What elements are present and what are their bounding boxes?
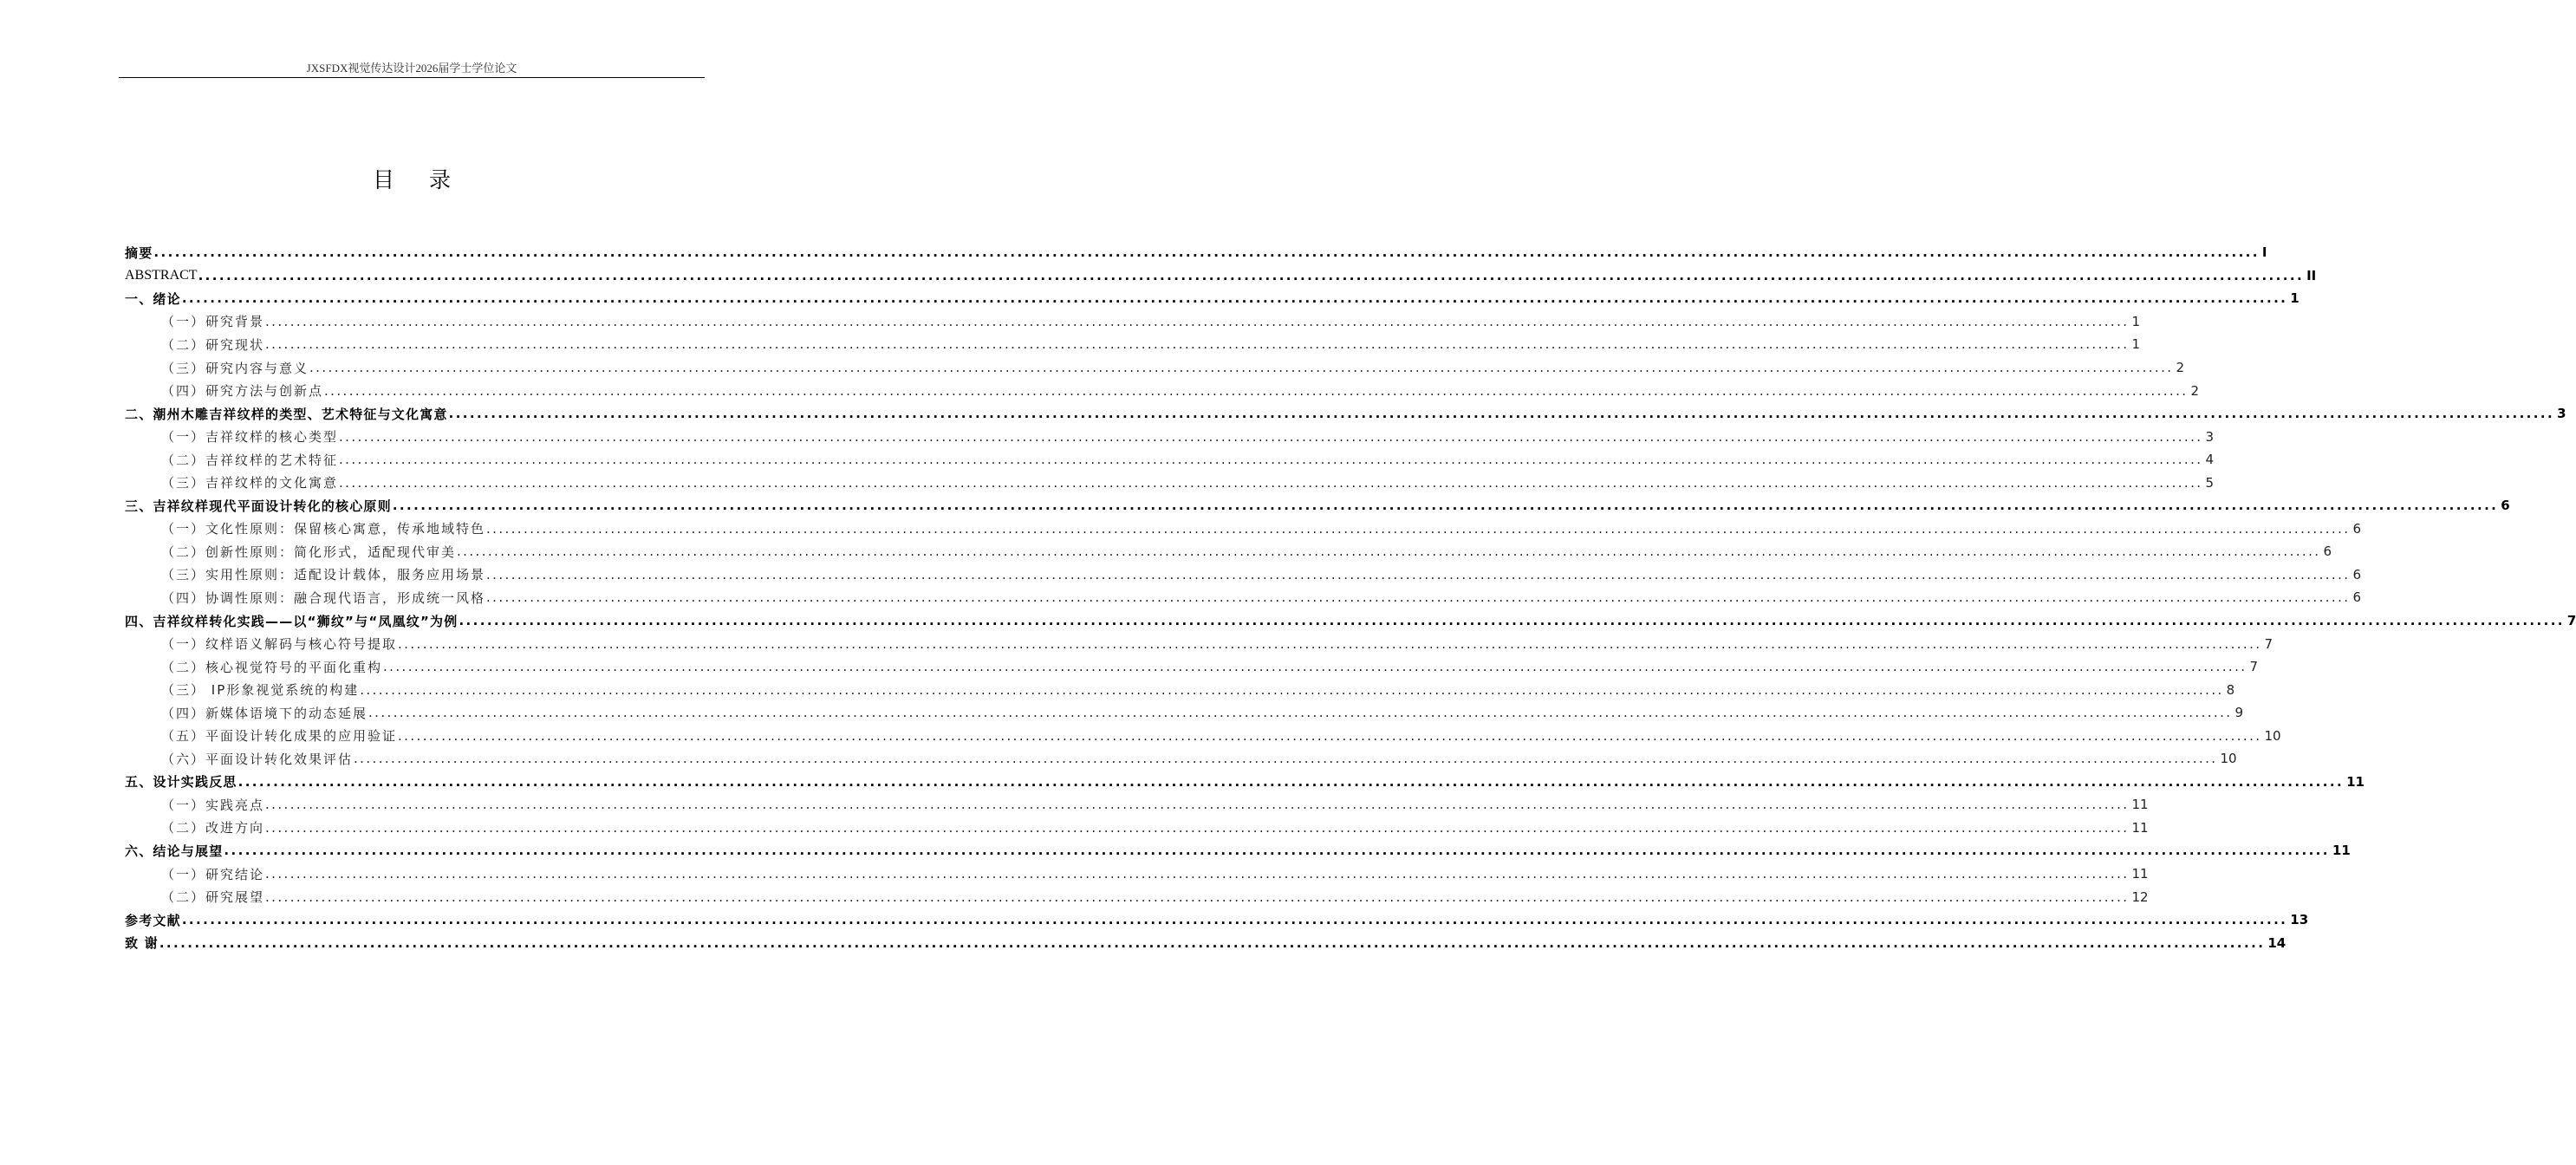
toc-entry-page: 10 [2220,751,2237,767]
page-title: 目 录 [373,167,465,192]
toc-entry-title: （二）研究展望 [161,889,265,906]
toc-leader-dots: ............................................................................................................................................................................................................................................................................................................ [198,267,2305,283]
toc-entry-page: 11 [2131,797,2149,813]
toc-entry-title: （一）吉祥纹样的核心类型 [161,429,339,446]
toc-entry[interactable] [125,264,2317,288]
toc-leader-dots: ............................................................................................................................................................................................................................................................................................................ [224,843,2330,859]
toc-leader-dots: ............................................................................................................................................................................................................................................................................................................ [486,589,2351,606]
toc-entry[interactable] [125,586,2361,609]
toc-entry-title: 一、绪论 [125,290,181,307]
running-header: JXSFDX视觉传达设计2026届学士学位论文 [119,62,705,78]
toc-leader-dots: ............................................................................................................................................................................................................................................................................................................ [398,727,2262,744]
toc-entry-title: （五）平面设计转化成果的应用验证 [161,728,398,745]
toc-entry[interactable] [125,793,2149,817]
toc-entry-title: （一）文化性原则：保留核心寓意，传承地域特色 [161,521,486,537]
toc-entry-page: 11 [2346,773,2365,790]
toc-entry[interactable] [125,839,2351,862]
toc-entry-page: 1 [2290,290,2300,307]
toc-entry[interactable] [125,517,2361,541]
toc-entry-title: （三）吉祥纹样的文化寓意 [161,475,339,491]
toc-entry-page: 11 [2332,843,2351,859]
toc-entry[interactable] [125,379,2199,402]
toc-entry-page: 11 [2131,819,2149,836]
toc-entry-page: 6 [2352,520,2361,537]
toc-entry[interactable] [125,724,2281,747]
toc-entry[interactable] [125,471,2214,494]
toc-entry-title: 四、吉祥纹样转化实践——以“狮纹”与“凤凰纹”为例 [125,613,459,629]
toc-entry-title: 摘要 [125,244,153,261]
toc-entry-title: （一）研究结论 [161,866,265,882]
toc-leader-dots: ............................................................................................................................................................................................................................................................................................................ [265,336,2130,353]
toc-leader-dots: ............................................................................................................................................................................................................................................................................................................ [457,543,2321,560]
toc-entry[interactable] [125,632,2273,655]
toc-leader-dots: ............................................................................................................................................................................................................................................................................................................ [181,290,2288,307]
toc-leader-dots: ............................................................................................................................................................................................................................................................................................................ [237,773,2345,790]
toc-entry-title: （三）研究内容与意义 [161,360,309,376]
toc-entry-page: 7 [2264,635,2273,652]
toc-leader-dots: ............................................................................................................................................................................................................................................................................................................ [265,819,2130,836]
toc-entry-page: 10 [2264,727,2281,744]
toc-entry-title: （四）研究方法与创新点 [161,383,324,400]
toc-entry[interactable] [125,563,2361,587]
toc-entry-page: 6 [2352,589,2361,606]
toc-entry-title: ABSTRACT [125,267,198,283]
toc-entry-title: （一）实践亮点 [161,797,265,813]
toc-entry-title: 三、吉祥纹样现代平面设计转化的核心原则 [125,498,392,514]
toc-entry-title: （一）纹样语义解码与核心符号提取 [161,636,398,653]
toc-entry[interactable] [125,333,2140,356]
toc-leader-dots: ............................................................................................................................................................................................................................................................................................................ [339,474,2203,491]
toc-entry-title: 五、设计实践反思 [125,774,237,791]
table-of-contents [125,241,2576,954]
toc-entry[interactable] [125,678,2235,701]
toc-leader-dots: ............................................................................................................................................................................................................................................................................................................ [181,912,2288,928]
toc-leader-dots: ............................................................................................................................................................................................................................................................................................................ [265,888,2130,905]
toc-entry-page: 11 [2131,866,2149,882]
toc-entry-page: 13 [2290,912,2309,928]
toc-entry[interactable] [125,241,2267,264]
toc-entry[interactable] [125,655,2258,679]
toc-entry-title: （四）协调性原则：融合现代语言，形成统一风格 [161,589,486,606]
toc-entry[interactable] [125,817,2149,840]
toc-entry[interactable] [125,747,2237,771]
toc-entry-title: （三）实用性原则：适配设计载体，服务应用场景 [161,567,486,583]
toc-entry[interactable] [125,540,2332,563]
toc-entry-page: 2 [2176,360,2184,375]
toc-leader-dots: ............................................................................................................................................................................................................................................................................................................ [153,244,2260,261]
toc-entry[interactable] [125,908,2309,932]
toc-leader-dots: ............................................................................................................................................................................................................................................................................................................ [486,566,2351,582]
toc-entry-page: 5 [2205,474,2214,491]
toc-entry-title: （三） IP形象视觉系统的构建 [161,682,360,699]
toc-entry-page: 3 [2205,428,2214,445]
toc-entry-title: 参考文献 [125,912,181,928]
toc-leader-dots: ............................................................................................................................................................................................................................................................................................................ [339,452,2203,468]
toc-entry-title: 六、结论与展望 [125,843,224,859]
toc-entry-page: 9 [2234,705,2243,721]
toc-entry-title: （四）新媒体语境下的动态延展 [161,705,368,721]
toc-entry[interactable] [125,862,2149,886]
toc-leader-dots: ............................................................................................................................................................................................................................................................................................................ [339,428,2203,445]
toc-entry[interactable] [125,402,2566,426]
toc-entry-title: （二）创新性原则：简化形式，适配现代审美 [161,543,457,560]
toc-entry-page: 3 [2557,406,2566,422]
toc-entry-title: （二）吉祥纹样的艺术特征 [161,452,339,468]
toc-entry-title: （六）平面设计转化效果评估 [161,751,354,767]
toc-leader-dots: ............................................................................................................................................................................................................................................................................................................ [392,498,2499,514]
toc-entry-title: （一）研究背景 [161,314,265,330]
toc-entry-title: （二）研究现状 [161,336,265,353]
toc-entry-page: 2 [2190,382,2199,399]
toc-entry-page: 1 [2131,313,2140,329]
toc-entry[interactable] [125,310,2140,334]
toc-entry-title: 二、潮州木雕吉祥纹样的类型、艺术特征与文化寓意 [125,406,448,422]
toc-entry-title: （二）改进方向 [161,820,265,836]
toc-entry[interactable] [125,771,2365,794]
toc-entry-page: 12 [2131,888,2149,905]
toc-entry-page: 14 [2267,934,2287,951]
toc-leader-dots: ............................................................................................................................................................................................................................................................................................................ [309,360,2174,375]
toc-leader-dots: ............................................................................................................................................................................................................................................................................................................ [448,406,2555,422]
toc-leader-dots: ............................................................................................................................................................................................................................................................................................................ [324,382,2189,399]
toc-entry-title: 致 谢 [125,935,159,952]
toc-entry[interactable] [125,494,2510,517]
toc-leader-dots: ............................................................................................................................................................................................................................................................................................................ [265,313,2130,329]
toc-leader-dots: ............................................................................................................................................................................................................................................................................................................ [383,659,2247,675]
toc-entry[interactable] [125,931,2287,954]
toc-leader-dots: ............................................................................................................................................................................................................................................................................................................ [360,681,2224,698]
toc-leader-dots: ............................................................................................................................................................................................................................................................................................................ [354,751,2218,767]
toc-leader-dots: ............................................................................................................................................................................................................................................................................................................ [398,635,2262,652]
toc-entry[interactable] [125,609,2576,633]
toc-entry[interactable] [125,287,2300,310]
toc-entry[interactable] [125,425,2214,448]
toc-entry-page: I [2261,244,2267,261]
toc-entry[interactable] [125,356,2184,380]
toc-entry-page: 4 [2205,452,2214,468]
toc-leader-dots: ............................................................................................................................................................................................................................................................................................................ [368,705,2233,721]
toc-entry-title: （二）核心视觉符号的平面化重构 [161,659,383,675]
toc-entry-page: 6 [2501,498,2510,514]
toc-entry-page: 6 [2352,566,2361,582]
toc-entry-page: 6 [2323,543,2332,560]
toc-leader-dots: ............................................................................................................................................................................................................................................................................................................ [486,520,2351,537]
toc-leader-dots: ............................................................................................................................................................................................................................................................................................................ [159,934,2266,951]
toc-entry[interactable] [125,701,2243,725]
toc-leader-dots: ............................................................................................................................................................................................................................................................................................................ [265,866,2130,882]
toc-entry-page: 7 [2249,659,2258,675]
toc-leader-dots: ............................................................................................................................................................................................................................................................................................................ [459,613,2565,629]
toc-entry[interactable] [125,448,2214,472]
toc-entry-page: 7 [2566,613,2576,629]
toc-entry-page: II [2306,267,2317,283]
toc-leader-dots: ............................................................................................................................................................................................................................................................................................................ [265,797,2130,813]
toc-entry[interactable] [125,885,2149,908]
toc-entry-page: 1 [2131,336,2140,353]
toc-entry-page: 8 [2226,681,2235,698]
